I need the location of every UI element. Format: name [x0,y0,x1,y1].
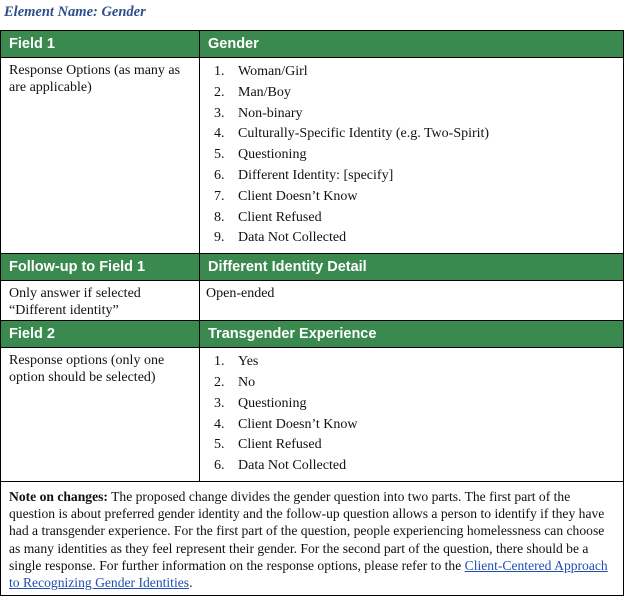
option-text: Different Identity: [specify] [238,167,394,183]
note-tail: . [189,574,193,590]
option-number: 9. [214,230,225,246]
field1-body-row [1,58,624,254]
option-number: 1. [214,354,225,370]
option-number: 6. [214,458,225,474]
followup-value: Open-ended [206,286,275,302]
option-text: Non-binary [238,105,303,121]
field1-label: Response Options (as many as are applicable) [9,63,181,95]
option-item [214,187,623,208]
option-number: 3. [214,105,225,121]
option-number: 6. [214,167,225,183]
note-on-changes [1,482,623,595]
option-text: Data Not Collected [238,458,347,474]
option-text: Data Not Collected [238,230,347,246]
option-number: 1. [214,64,225,79]
field1-header-row [1,31,624,58]
option-text: No [238,374,256,390]
option-text: Questioning [238,395,307,411]
field2-header-left: Field 2 [1,321,200,348]
option-item [214,124,623,145]
option-number: 4. [214,416,225,432]
option-number: 2. [214,374,225,390]
option-text: Woman/Girl [238,64,308,79]
option-item [214,415,623,436]
field1-header-left: Field 1 [1,31,200,58]
option-text: Yes [238,354,259,370]
option-text: Man/Boy [238,84,291,100]
option-item [214,83,623,104]
option-text: Client Doesn’t Know [238,188,358,204]
option-number: 3. [214,395,225,411]
option-text: Culturally-Specific Identity (e.g. Two-Spirit) [238,126,490,142]
option-text: Client Refused [238,209,322,225]
field1-options-list [200,58,623,253]
option-number: 2. [214,84,225,100]
field2-body-row [1,348,624,482]
option-text: Questioning [238,147,307,163]
field2-header-right: Transgender Experience [200,321,624,348]
gender-element-table [0,30,624,596]
note-row [1,481,624,595]
followup-header-left: Follow-up to Field 1 [1,254,200,281]
option-item [214,352,623,373]
followup-label: Only answer if selected “Different identity” [9,286,141,319]
option-item [214,145,623,166]
followup-header-right: Different Identity Detail [200,254,624,281]
option-item [214,166,623,187]
element-title: Element Name: Gender [4,4,146,20]
option-number: 5. [214,147,225,163]
option-item [214,435,623,456]
field2-label: Response options (only one option should be selected) [9,353,165,386]
field2-header-row [1,321,624,348]
gender-identities-link[interactable]: Client-Centered Approach to Recognizing Gender Identities [9,557,608,590]
option-text: Client Refused [238,437,322,453]
field1-header-right: Gender [200,31,624,58]
field2-options-list [200,348,623,481]
followup-body-row [1,281,624,321]
option-item [214,456,623,477]
option-item [214,104,623,125]
option-number: 4. [214,126,225,142]
option-item [214,208,623,229]
note-heading: Note on changes: [9,488,108,504]
option-number: 8. [214,209,225,225]
option-number: 5. [214,437,225,453]
option-number: 7. [214,188,225,204]
note-body: The proposed change divides the gender question into two parts. The first part of the question is about preferred gender identity and the follow-up question allows a person to identify if they have had a transgender experience. For the first part of the question, people experiencing homelessness can choose as many identities as they feel represent their gender. For the second part of the question, there should be a single response. For further information on the response options, please refer to the [9,488,605,573]
followup-header-row [1,254,624,281]
option-item [214,62,623,83]
option-item [214,228,623,249]
option-text: Client Doesn’t Know [238,416,358,432]
option-item [214,373,623,394]
option-item [214,394,623,415]
